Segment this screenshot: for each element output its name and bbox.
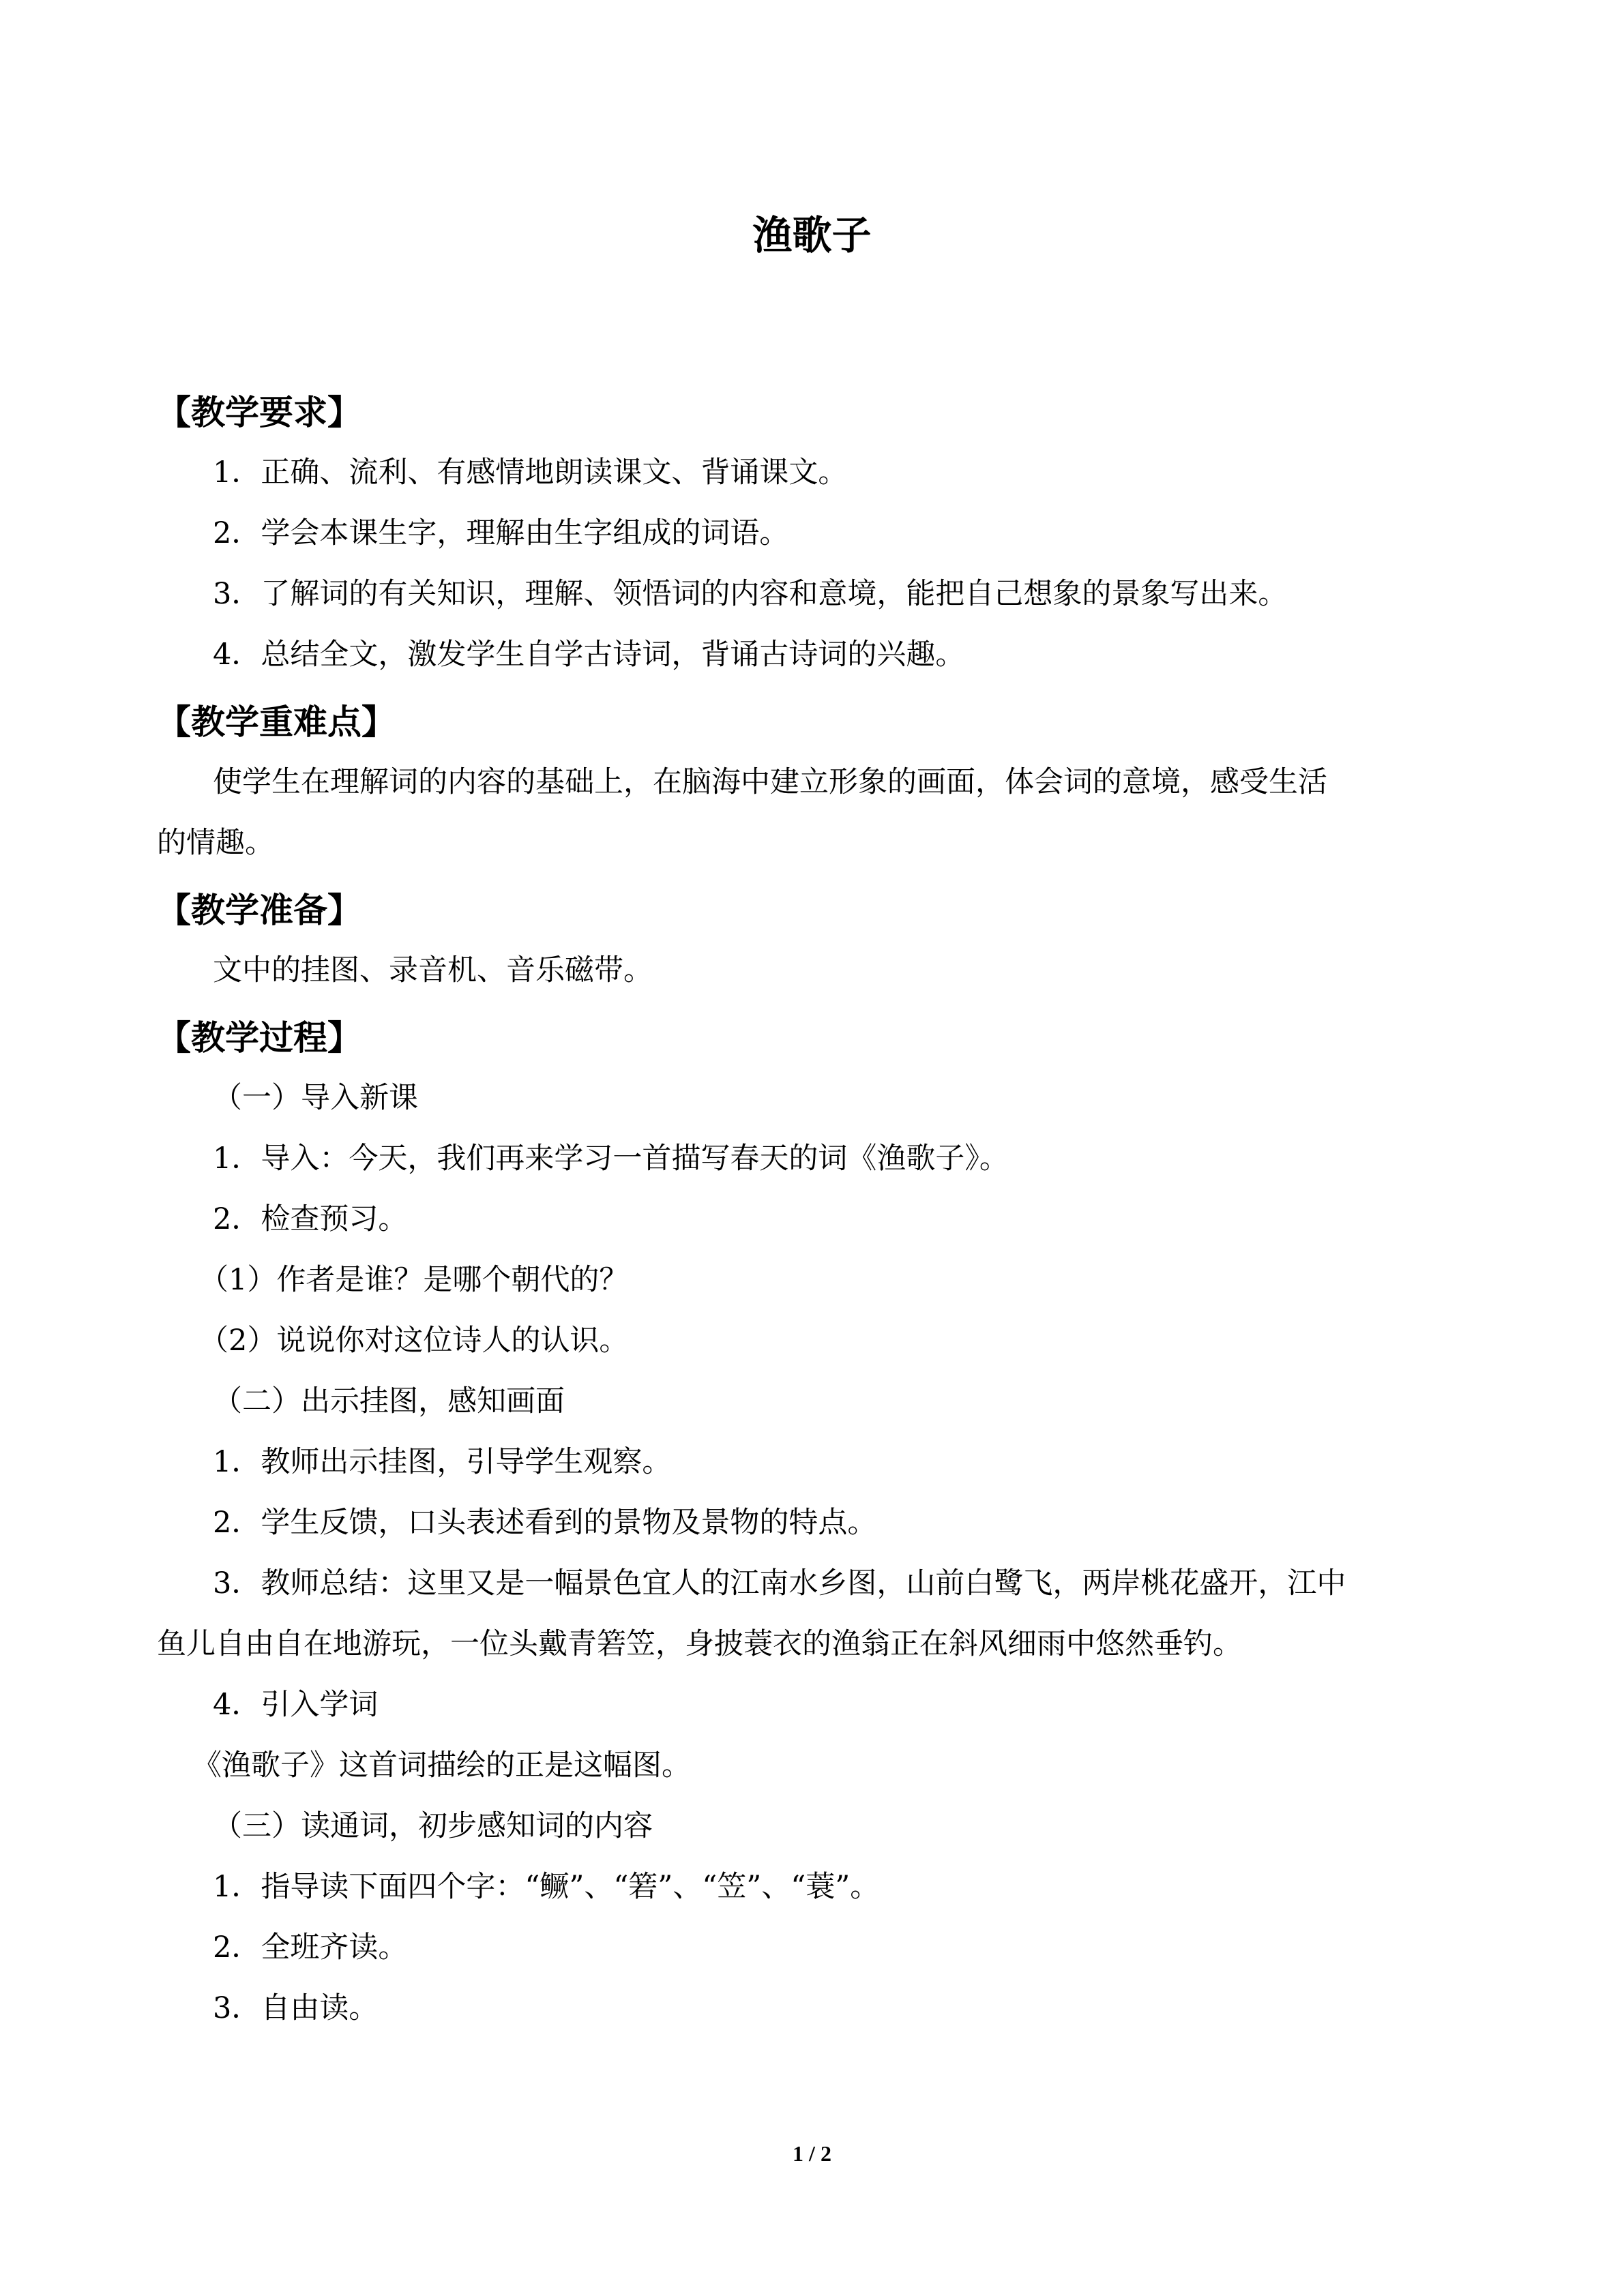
document-body	[157, 385, 1477, 2048]
process-line: 2．检查预习。	[213, 1202, 408, 1236]
section-heading-requirements: 【教学要求】	[157, 393, 361, 432]
key-points-line-2: 的情趣。	[157, 826, 274, 860]
key-points-paragraph	[157, 762, 1477, 863]
section-heading-key-points: 【教学重难点】	[157, 702, 396, 742]
preparation-text: 文中的挂图、录音机、音乐磁带。	[213, 953, 653, 987]
process-line: 《渔歌子》这首词描绘的正是这幅图。	[192, 1748, 691, 1783]
requirement-item: 3．了解词的有关知识，理解、领悟词的内容和意境，能把自己想象的景象写出来。	[213, 577, 1288, 611]
process-line: （2）说说你对这位诗人的认识。	[199, 1324, 629, 1358]
requirement-item: 2．学会本课生字，理解由生字组成的词语。	[213, 516, 789, 550]
summary-line-2: 鱼儿自由自在地游玩，一位头戴青箬笠，身披蓑衣的渔翁正在斜风细雨中悠然垂钓。	[157, 1627, 1242, 1661]
process-line: 2．学生反馈，口头表述看到的景物及景物的特点。	[213, 1506, 877, 1540]
process-line: （二）出示挂图，感知画面	[213, 1384, 565, 1418]
key-points-line-1: 使学生在理解词的内容的基础上，在脑海中建立形象的画面，体会词的意境，感受生活	[213, 765, 1327, 799]
process-line: （1）作者是谁？是哪个朝代的？	[199, 1263, 629, 1297]
section-heading-process: 【教学过程】	[157, 1018, 361, 1058]
process-line: （一）导入新课	[213, 1081, 418, 1115]
process-line: 2．全班齐读。	[213, 1930, 408, 1965]
process-line: （三）读通词，初步感知词的内容	[213, 1809, 653, 1843]
page-title: 渔歌子	[752, 212, 872, 258]
process-line: 1．导入：今天，我们再来学习一首描写春天的词《渔歌子》。	[213, 1142, 1009, 1176]
section-heading-preparation: 【教学准备】	[157, 891, 361, 930]
requirement-item: 4．总结全文，激发学生自学古诗词，背诵古诗词的兴趣。	[213, 638, 965, 672]
process-line: 1．指导读下面四个字：“鳜”、“箬”、“笠”、“蓑”。	[213, 1870, 880, 1904]
process-line: 3．自由读。	[213, 1991, 379, 2025]
summary-line-1: 3．教师总结：这里又是一幅景色宜人的江南水乡图，山前白鹭飞，两岸桃花盛开，江中	[213, 1566, 1346, 1600]
page-number: 1 / 2	[793, 2141, 831, 2166]
process-line: 4．引入学词	[213, 1688, 379, 1722]
process-line: 1．教师出示挂图，引导学生观察。	[213, 1445, 672, 1479]
requirement-item: 1．正确、流利、有感情地朗读课文、背诵课文。	[213, 456, 848, 490]
summary-paragraph	[157, 1563, 1477, 1665]
